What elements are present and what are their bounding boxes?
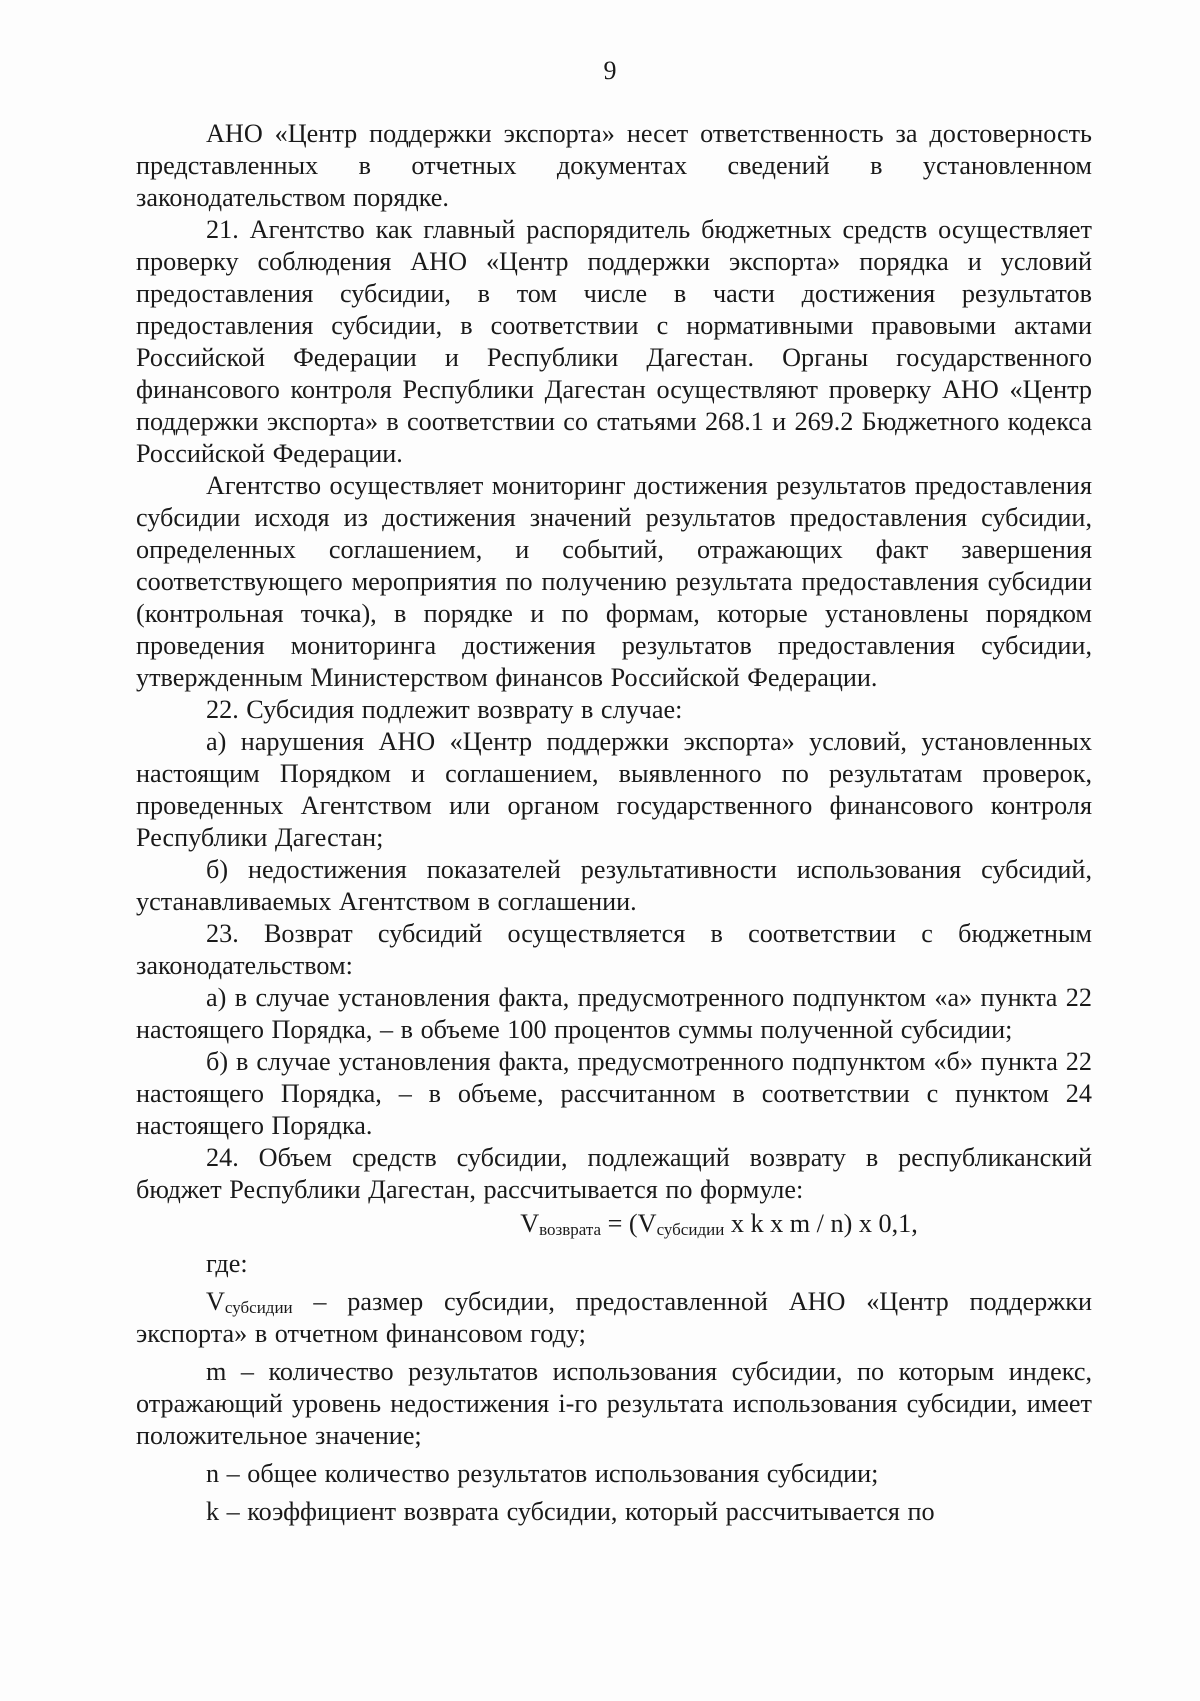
formula-lhs-subscript: возврата bbox=[539, 1220, 602, 1239]
paragraph-21: 21. Агентство как главный распорядитель бюджетных средств осуществляет проверку соблюдения АНО «Центр поддержки экспорта» порядка и условий предоставления субсидии, в том числе в части достижения результатов предоставления субсидии, в соответствии с нормативными правовыми актами Российской Федерации и Республики Дагестан. Органы государственного финансового контроля Республики Дагестан осуществляют проверку АНО «Центр поддержки экспорта» в соответствии со статьями 268.1 и 269.2 Бюджетного кодекса Российской Федерации. bbox=[136, 215, 1092, 468]
paragraph-22-a: а) нарушения АНО «Центр поддержки экспорта» условий, установленных настоящим Порядком и соглашением, выявленного по результатам проверок, проведенных Агентством или органом государственного финансового контроля Республики Дагестан; bbox=[136, 727, 1092, 852]
paragraph-responsibility: АНО «Центр поддержки экспорта» несет ответственность за достоверность представленных в отчетных документах сведений в установленном законодательством порядке. bbox=[136, 119, 1092, 212]
paragraph-22: 22. Субсидия подлежит возврату в случае: bbox=[206, 695, 683, 724]
formula-eq-open: = (V bbox=[601, 1209, 657, 1238]
document-body bbox=[136, 118, 1092, 1528]
paragraph-22-b: б) недостижения показателей результативности использования субсидий, устанавливаемых Агентством в соглашении. bbox=[136, 855, 1092, 916]
paragraph-23: 23. Возврат субсидий осуществляется в соответствии с бюджетным законодательством: bbox=[136, 919, 1092, 980]
paragraph-23-a: а) в случае установления факта, предусмотренного подпунктом «а» пункта 22 настоящего Порядка, – в объеме 100 процентов суммы полученной субсидии; bbox=[136, 983, 1092, 1044]
paragraph-21-monitoring: Агентство осуществляет мониторинг достижения результатов предоставления субсидии исходя из достижения значений результатов предоставления субсидии, определенных соглашением, и событий, отражающих факт завершения соответствующего мероприятия по получению результата предоставления субсидии (контрольная точка), в порядке и по формам, которые установлены порядком проведения мониторинга достижения результатов предоставления субсидии, утвержденным Министерством финансов Российской Федерации. bbox=[136, 471, 1092, 692]
paragraph-23-b: б) в случае установления факта, предусмотренного подпунктом «б» пункта 22 настоящего Порядка, – в объеме, рассчитанном в соответствии с пунктом 24 настоящего Порядка. bbox=[136, 1047, 1092, 1140]
definition-v-subscript: субсидии bbox=[224, 1298, 293, 1317]
return-formula bbox=[136, 1206, 1092, 1242]
page-number: 9 bbox=[603, 56, 617, 85]
formula-lhs: V bbox=[520, 1209, 540, 1238]
paragraph-24: 24. Объем средств субсидии, подлежащий возврату в республиканский бюджет Республики Дагестан, рассчитывается по формуле: bbox=[136, 1143, 1092, 1204]
definition-k: k – коэффициент возврата субсидии, который рассчитывается по bbox=[206, 1497, 935, 1526]
definition-v-text: – размер субсидии, предоставленной АНО «Центр поддержки экспорта» в отчетном финансовом году; bbox=[136, 1287, 1092, 1348]
where-label: где: bbox=[206, 1249, 248, 1278]
definition-m: m – количество результатов использования субсидии, по которым индекс, отражающий уровень недостижения i-го результата использования субсидии, имеет положительное значение; bbox=[136, 1357, 1092, 1450]
formula-rhs-subscript: субсидии bbox=[656, 1220, 725, 1239]
definition-n: n – общее количество результатов использования субсидии; bbox=[206, 1459, 879, 1488]
definition-v bbox=[136, 1286, 1092, 1350]
formula-rest: x k x m / n) x 0,1, bbox=[724, 1209, 918, 1238]
definition-v-symbol: V bbox=[206, 1287, 225, 1316]
